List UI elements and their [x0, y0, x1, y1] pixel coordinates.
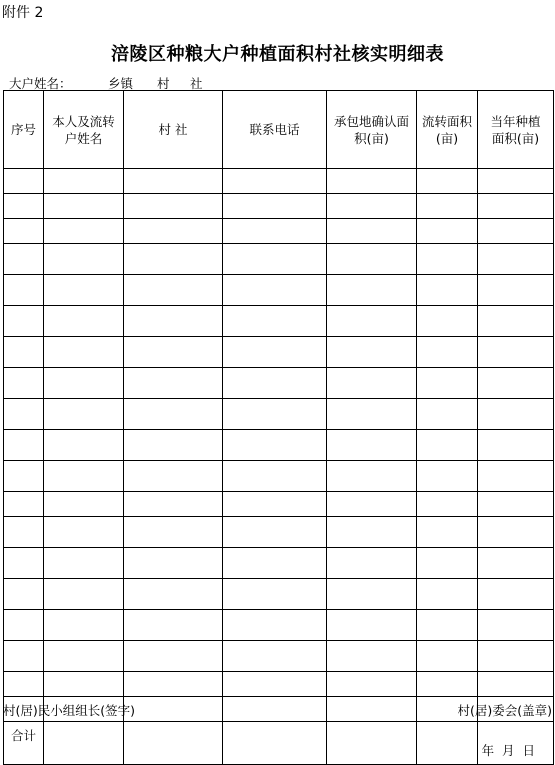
table-cell [4, 517, 44, 548]
table-cell [417, 579, 478, 610]
table-cell [124, 219, 223, 244]
column-header-planting-area: 当年种植 面积(亩) [478, 91, 554, 169]
table-cell [44, 430, 124, 461]
table-row [4, 641, 554, 672]
table-cell [327, 194, 417, 219]
table-cell [478, 337, 554, 368]
table-cell [4, 368, 44, 399]
table-row [4, 194, 554, 219]
table-cell [44, 579, 124, 610]
table-cell [478, 399, 554, 430]
table-cell [223, 672, 327, 697]
table-cell [4, 275, 44, 306]
table-cell [417, 722, 478, 765]
table-cell [223, 722, 327, 765]
table-cell [44, 722, 124, 765]
table-cell [44, 461, 124, 492]
table-cell [478, 548, 554, 579]
village-label: 村 [157, 76, 170, 91]
table-cell [44, 517, 124, 548]
table-cell [223, 337, 327, 368]
table-cell [4, 672, 44, 697]
column-header-serial: 序号 [4, 91, 44, 169]
table-cell [327, 430, 417, 461]
table-cell [124, 492, 223, 517]
table-cell [124, 610, 223, 641]
group-leader-signature-label: 村(居)民小组组长(签字) [3, 703, 136, 718]
table-cell [124, 169, 223, 194]
table-cell [327, 399, 417, 430]
table-cell [4, 579, 44, 610]
table-cell [327, 641, 417, 672]
table-cell [124, 548, 223, 579]
table-cell [223, 430, 327, 461]
table-cell [478, 368, 554, 399]
table-cell [124, 579, 223, 610]
table-cell [44, 194, 124, 219]
table-cell [44, 337, 124, 368]
table-cell [327, 610, 417, 641]
table-cell [478, 492, 554, 517]
table-cell [478, 244, 554, 275]
table-cell [327, 517, 417, 548]
table-cell [417, 492, 478, 517]
table-header-row [4, 91, 554, 169]
table-cell [44, 399, 124, 430]
table-cell [4, 194, 44, 219]
table-cell [327, 672, 417, 697]
table-cell [4, 244, 44, 275]
table-row [4, 219, 554, 244]
table-cell [417, 194, 478, 219]
table-cell [417, 641, 478, 672]
table-cell [4, 430, 44, 461]
table-cell [417, 368, 478, 399]
table-cell [417, 306, 478, 337]
table-cell [223, 368, 327, 399]
table-cell [223, 697, 327, 722]
committee-seal-label: 村(居)委会(盖章) [457, 703, 552, 718]
table-cell [124, 722, 223, 765]
table-cell [124, 194, 223, 219]
town-label: 乡镇 [108, 76, 134, 91]
table-cell [417, 244, 478, 275]
table-cell [223, 219, 327, 244]
table-row [4, 244, 554, 275]
table-row [4, 672, 554, 697]
table-cell [327, 244, 417, 275]
table-cell [4, 219, 44, 244]
table-row [4, 275, 554, 306]
table-cell [44, 306, 124, 337]
table-cell [223, 610, 327, 641]
table-cell [327, 461, 417, 492]
attachment-label: 附件 2 [2, 5, 44, 21]
table-cell [327, 306, 417, 337]
table-cell [417, 548, 478, 579]
table-cell [44, 244, 124, 275]
table-cell [124, 337, 223, 368]
table-cell [44, 368, 124, 399]
table-cell [124, 399, 223, 430]
table-row [4, 430, 554, 461]
table-cell [478, 517, 554, 548]
table-cell [478, 306, 554, 337]
table-row [4, 337, 554, 368]
table-row [4, 579, 554, 610]
table-cell [327, 169, 417, 194]
table-cell [4, 306, 44, 337]
table-cell [327, 275, 417, 306]
table-cell [223, 306, 327, 337]
table-cell [44, 548, 124, 579]
table-cell [327, 492, 417, 517]
total-label: 合计 [4, 722, 44, 765]
table-cell [4, 492, 44, 517]
table-row [4, 548, 554, 579]
table-cell [44, 672, 124, 697]
table-cell [44, 610, 124, 641]
table-cell [44, 219, 124, 244]
table-cell [223, 548, 327, 579]
table-row [4, 306, 554, 337]
table-cell [478, 672, 554, 697]
table-cell [124, 275, 223, 306]
table-cell [223, 492, 327, 517]
table-cell [417, 610, 478, 641]
table-cell [417, 461, 478, 492]
table-cell [478, 275, 554, 306]
column-header-village-group: 村 社 [124, 91, 223, 169]
table-row [4, 461, 554, 492]
verification-table [3, 90, 554, 765]
table-cell [417, 430, 478, 461]
table-cell [223, 641, 327, 672]
owner-name-label: 大户姓名： [9, 76, 72, 91]
table-cell [223, 275, 327, 306]
column-header-transfer-area: 流转面积 (亩) [417, 91, 478, 169]
table-cell [4, 399, 44, 430]
column-header-contract-area: 承包地确认面 积(亩) [327, 91, 417, 169]
table-cell [417, 169, 478, 194]
date-label: 年 月 日 [481, 743, 535, 758]
table-row [4, 610, 554, 641]
table-cell [327, 219, 417, 244]
table-cell [4, 461, 44, 492]
table-cell [4, 169, 44, 194]
column-header-name: 本人及流转 户姓名 [44, 91, 124, 169]
table-cell [478, 430, 554, 461]
table-cell [327, 548, 417, 579]
table-cell [478, 219, 554, 244]
table-cell [124, 244, 223, 275]
table-row [4, 399, 554, 430]
table-cell [478, 610, 554, 641]
table-cell [44, 492, 124, 517]
table-cell [417, 672, 478, 697]
table-cell [478, 194, 554, 219]
table-cell [4, 548, 44, 579]
table-cell [417, 517, 478, 548]
group-label: 社 [190, 76, 203, 91]
table-cell [124, 517, 223, 548]
table-cell [44, 275, 124, 306]
table-cell [124, 672, 223, 697]
table-cell [478, 579, 554, 610]
column-header-phone: 联系电话 [223, 91, 327, 169]
table-cell [417, 219, 478, 244]
table-cell [124, 368, 223, 399]
table-cell [124, 461, 223, 492]
table-cell [223, 244, 327, 275]
table-cell [478, 461, 554, 492]
table-cell [327, 337, 417, 368]
total-row [4, 722, 554, 765]
table-cell [327, 368, 417, 399]
table-row [4, 368, 554, 399]
table-row [4, 517, 554, 548]
table-cell [4, 641, 44, 672]
table-cell [124, 306, 223, 337]
table-row [4, 169, 554, 194]
table-cell [223, 517, 327, 548]
table-cell [327, 579, 417, 610]
table-cell [4, 337, 44, 368]
table-cell [417, 337, 478, 368]
table-cell [124, 430, 223, 461]
table-cell [223, 399, 327, 430]
table-cell [223, 194, 327, 219]
table-cell [124, 697, 223, 722]
table-cell [327, 697, 417, 722]
table-cell [327, 722, 417, 765]
table-cell [44, 641, 124, 672]
page-title: 涪陵区种粮大户种植面积村社核实明细表 [111, 44, 444, 65]
table-cell [4, 610, 44, 641]
table-cell [478, 641, 554, 672]
table-row [4, 492, 554, 517]
table-cell [478, 169, 554, 194]
table-cell [223, 579, 327, 610]
table-cell [417, 399, 478, 430]
table-cell [417, 275, 478, 306]
table-cell [223, 169, 327, 194]
table-cell [44, 169, 124, 194]
table-cell [223, 461, 327, 492]
table-cell [124, 641, 223, 672]
